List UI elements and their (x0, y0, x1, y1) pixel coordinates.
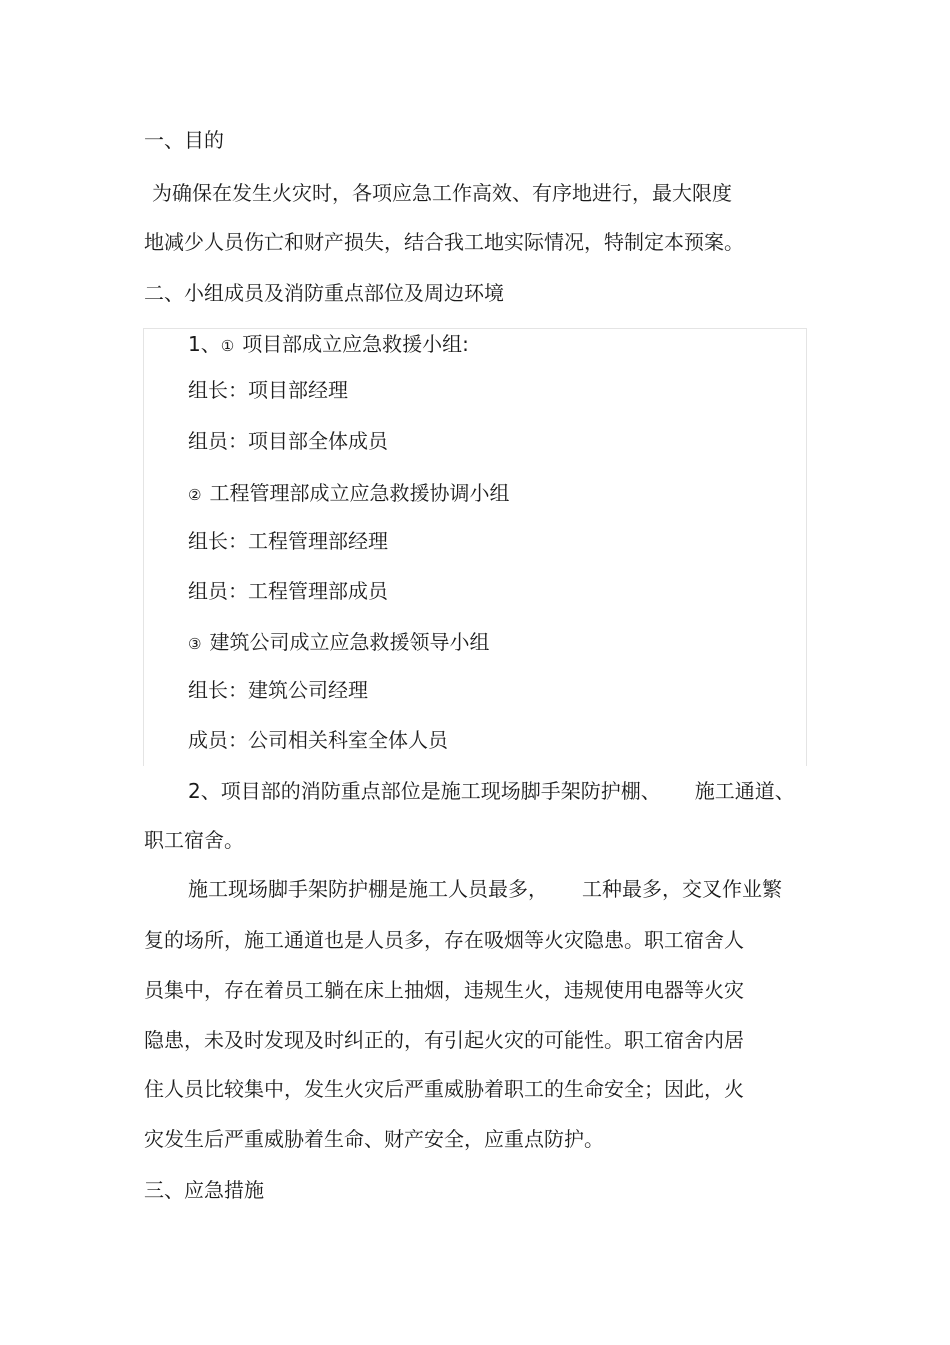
group3-title-text: 建筑公司成立应急救援领导小组 (209, 630, 490, 654)
group1-marker: ① (220, 337, 235, 355)
group1-leader: 组长：项目部经理 (188, 378, 348, 402)
group2-marker: ② (188, 486, 202, 504)
desc-line4: 隐患，未及时发现及时纠正的，有引起火灾的可能性。职工宿舍内居 (144, 1028, 744, 1052)
group1-title-prefix: 1、 (188, 332, 221, 356)
desc-line3: 员集中，存在着员工躺在床上抽烟，违规生火，违规使用电器等火灾 (144, 978, 744, 1002)
desc-line1 (188, 877, 782, 901)
desc-line6: 灾发生后严重威胁着生命、财产安全，应重点防护。 (144, 1127, 604, 1151)
desc-line1-part2: 工种最多，交叉作业繁 (582, 877, 782, 901)
group3-members: 成员：公司相关科室全体人员 (188, 728, 448, 752)
group2-title-text: 工程管理部成立应急救援协调小组 (209, 481, 510, 505)
section3-heading: 三、应急措施 (144, 1178, 264, 1202)
group1-title-text: 项目部成立应急救援小组: (242, 332, 469, 356)
point2-line1-part1: 2、项目部的消防重点部位是施工现场脚手架防护棚、 (188, 779, 661, 803)
group2-members: 组员：工程管理部成员 (188, 579, 388, 603)
desc-line2: 复的场所，施工通道也是人员多，存在吸烟等火灾隐患。职工宿舍人 (144, 928, 744, 952)
desc-line1-part1: 施工现场脚手架防护棚是施工人员最多， (188, 877, 548, 901)
point2-line2: 职工宿舍。 (144, 828, 244, 852)
group1-members: 组员：项目部全体成员 (188, 429, 388, 453)
section1-heading: 一、目的 (144, 128, 224, 152)
group3-title (188, 630, 489, 656)
group3-leader: 组长：建筑公司经理 (188, 678, 368, 702)
group2-title (188, 481, 509, 507)
section1-para-line2: 地减少人员伤亡和财产损失，结合我工地实际情况，特制定本预案。 (144, 230, 744, 254)
section2-heading: 二、小组成员及消防重点部位及周边环境 (144, 281, 504, 305)
section1-para-line1: 为确保在发生火灾时，各项应急工作高效、有序地进行，最大限度 (152, 181, 732, 205)
group3-marker: ③ (188, 635, 202, 653)
group1-title (188, 332, 469, 358)
point2-line1 (188, 779, 795, 803)
group2-leader: 组长：工程管理部经理 (188, 529, 388, 553)
desc-line5: 住人员比较集中，发生火灾后严重威胁着职工的生命安全；因此，火 (144, 1077, 744, 1101)
point2-line1-part2: 施工通道、 (694, 779, 795, 803)
